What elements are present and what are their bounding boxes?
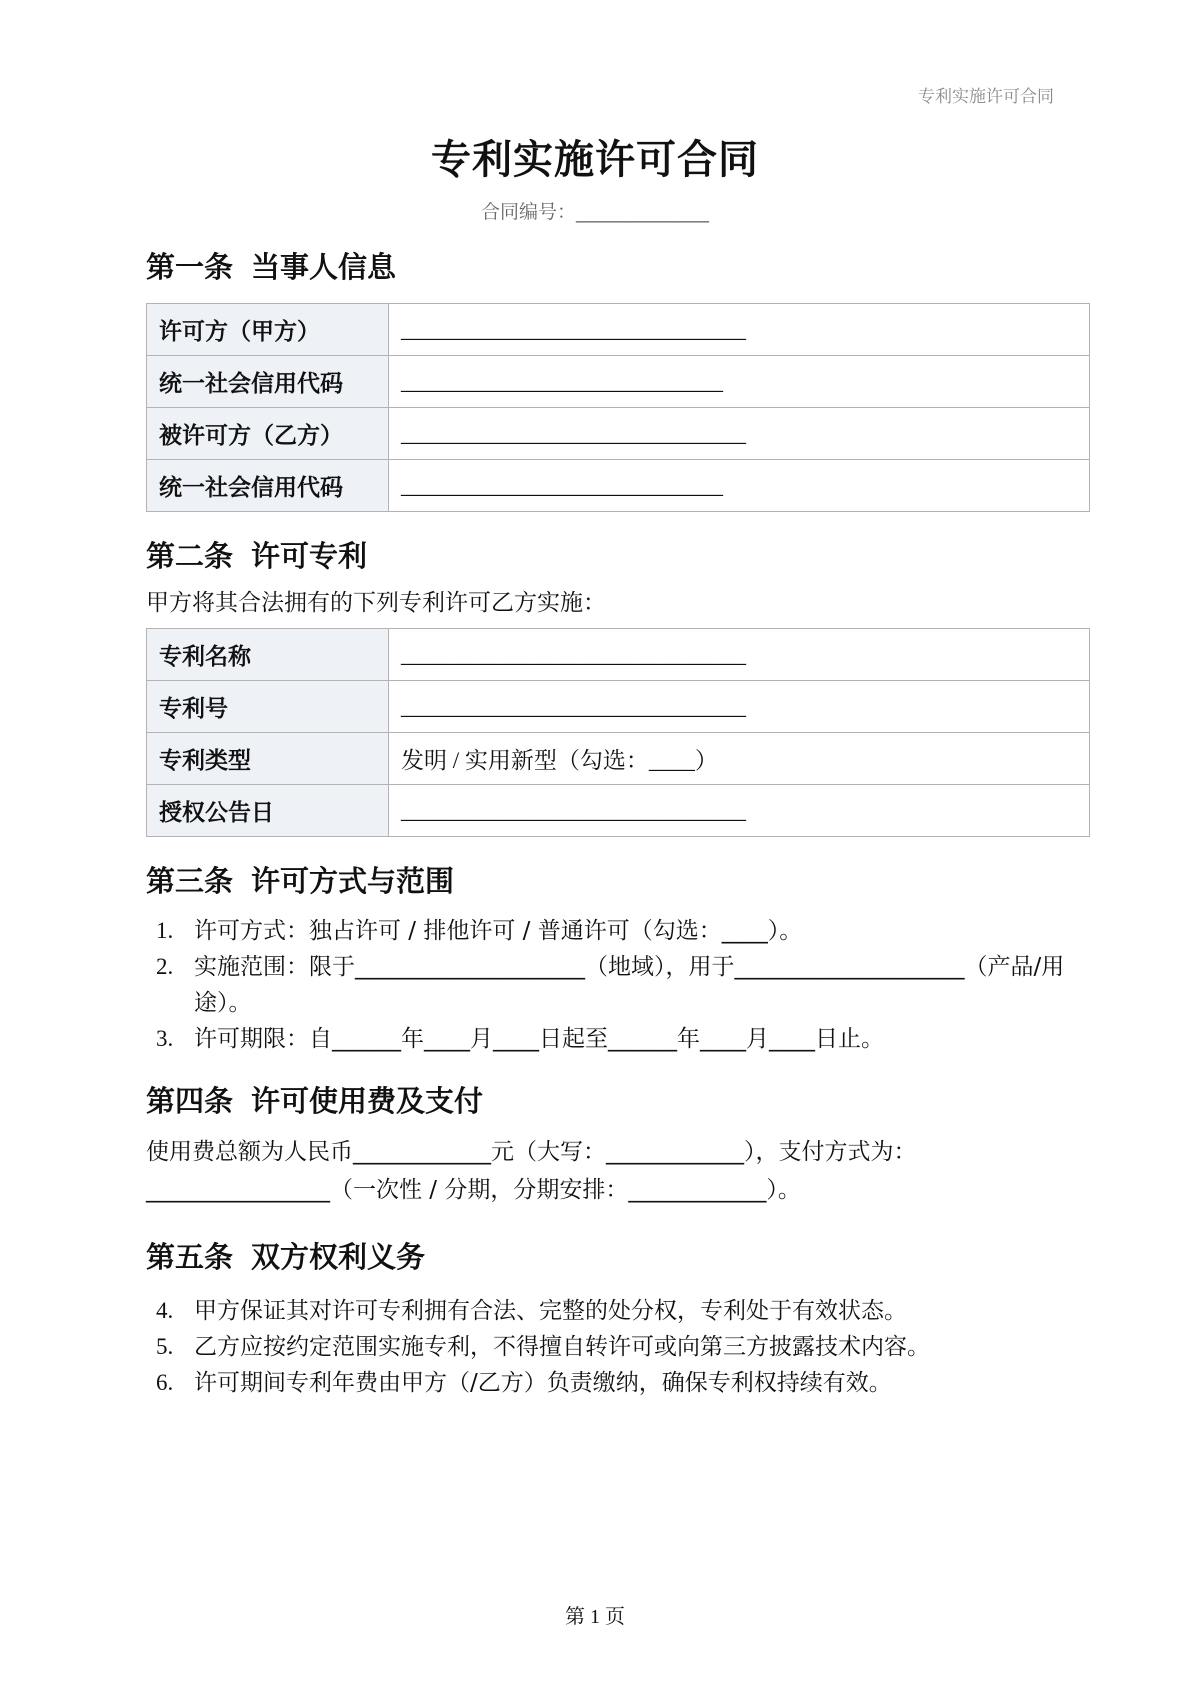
article-4-heading xyxy=(146,1077,1090,1125)
row-label: 许可方（甲方） xyxy=(147,304,389,356)
article-name: 当事人信息 xyxy=(251,250,397,284)
table-row xyxy=(147,733,1090,785)
item-number: 1. xyxy=(156,918,174,943)
item-text: 许可期限：自______年____月____日起至______年____月____日止。 xyxy=(194,1026,884,1052)
row-label: 统一社会信用代码 xyxy=(147,356,389,408)
row-label: 授权公告日 xyxy=(147,785,389,837)
list-item xyxy=(146,1329,1090,1365)
table-row xyxy=(147,304,1090,356)
item-text: 许可期间专利年费由甲方（/乙方）负责缴纳，确保专利权持续有效。 xyxy=(194,1370,892,1396)
row-label: 统一社会信用代码 xyxy=(147,460,389,512)
item-number: 6. xyxy=(156,1370,174,1395)
patent-type-field[interactable]: 发明 / 实用新型（勾选：____） xyxy=(389,733,1090,785)
patent-info-table xyxy=(146,628,1090,837)
table-row xyxy=(147,629,1090,681)
table-row xyxy=(147,785,1090,837)
row-label: 专利名称 xyxy=(147,629,389,681)
item-text: 实施范围：限于____________________（地域），用于____________________（产品/用途）。 xyxy=(194,954,1065,1016)
item-number: 3. xyxy=(156,1026,174,1051)
list-item xyxy=(146,1365,1090,1401)
licensor-credit-code-field[interactable]: ____________________________ xyxy=(389,356,1090,408)
table-row xyxy=(147,460,1090,512)
licensee-credit-code-field[interactable]: ____________________________ xyxy=(389,460,1090,512)
article-name: 许可方式与范围 xyxy=(251,864,455,898)
article-number: 第五条 xyxy=(146,1240,234,1274)
article-name: 许可使用费及支付 xyxy=(251,1084,484,1118)
article-5-list xyxy=(146,1293,1090,1401)
article-2-intro: 甲方将其合法拥有的下列专利许可乙方实施： xyxy=(146,590,606,616)
item-text: 甲方保证其对许可专利拥有合法、完整的处分权，专利处于有效状态。 xyxy=(194,1298,907,1324)
running-header: 专利实施许可合同 xyxy=(918,87,1054,107)
article-5-heading xyxy=(146,1233,1090,1281)
article-number: 第一条 xyxy=(146,250,234,284)
document-title: 专利实施许可合同 xyxy=(431,137,759,183)
article-4-text: 使用费总额为人民币____________元（大写：____________），支付方式为：________________（一次性 / 分期，分期安排：____________）。 xyxy=(146,1139,917,1203)
article-number: 第四条 xyxy=(146,1084,234,1118)
item-number: 4. xyxy=(156,1298,174,1323)
licensor-name-field[interactable]: ______________________________ xyxy=(389,304,1090,356)
patent-number-field[interactable]: ______________________________ xyxy=(389,681,1090,733)
article-name: 双方权利义务 xyxy=(251,1240,426,1274)
article-number: 第二条 xyxy=(146,539,234,573)
party-info-table xyxy=(146,303,1090,512)
row-label: 专利号 xyxy=(147,681,389,733)
article-3-heading xyxy=(146,857,1090,905)
article-2-heading xyxy=(146,532,1090,580)
patent-name-field[interactable]: ______________________________ xyxy=(389,629,1090,681)
licensee-name-field[interactable]: ______________________________ xyxy=(389,408,1090,460)
contract-body xyxy=(146,243,1090,1401)
list-item xyxy=(146,1293,1090,1329)
table-row xyxy=(147,356,1090,408)
list-item xyxy=(146,949,1090,1021)
grant-date-field[interactable]: ______________________________ xyxy=(389,785,1090,837)
page-number: 第 1 页 xyxy=(565,1606,625,1628)
list-item xyxy=(146,913,1090,949)
article-name: 许可专利 xyxy=(251,539,368,573)
article-3-list xyxy=(146,913,1090,1057)
item-number: 2. xyxy=(156,954,174,979)
row-label: 专利类型 xyxy=(147,733,389,785)
item-text: 许可方式：独占许可 / 排他许可 / 普通许可（勾选：____）。 xyxy=(194,918,803,944)
item-number: 5. xyxy=(156,1334,174,1359)
item-text: 乙方应按约定范围实施专利，不得擅自转许可或向第三方披露技术内容。 xyxy=(194,1334,930,1360)
article-number: 第三条 xyxy=(146,864,234,898)
table-row xyxy=(147,681,1090,733)
contract-number-line: 合同编号：______________ xyxy=(480,201,709,223)
row-label: 被许可方（乙方） xyxy=(147,408,389,460)
article-1-heading xyxy=(146,243,1090,291)
table-row xyxy=(147,408,1090,460)
list-item xyxy=(146,1021,1090,1057)
